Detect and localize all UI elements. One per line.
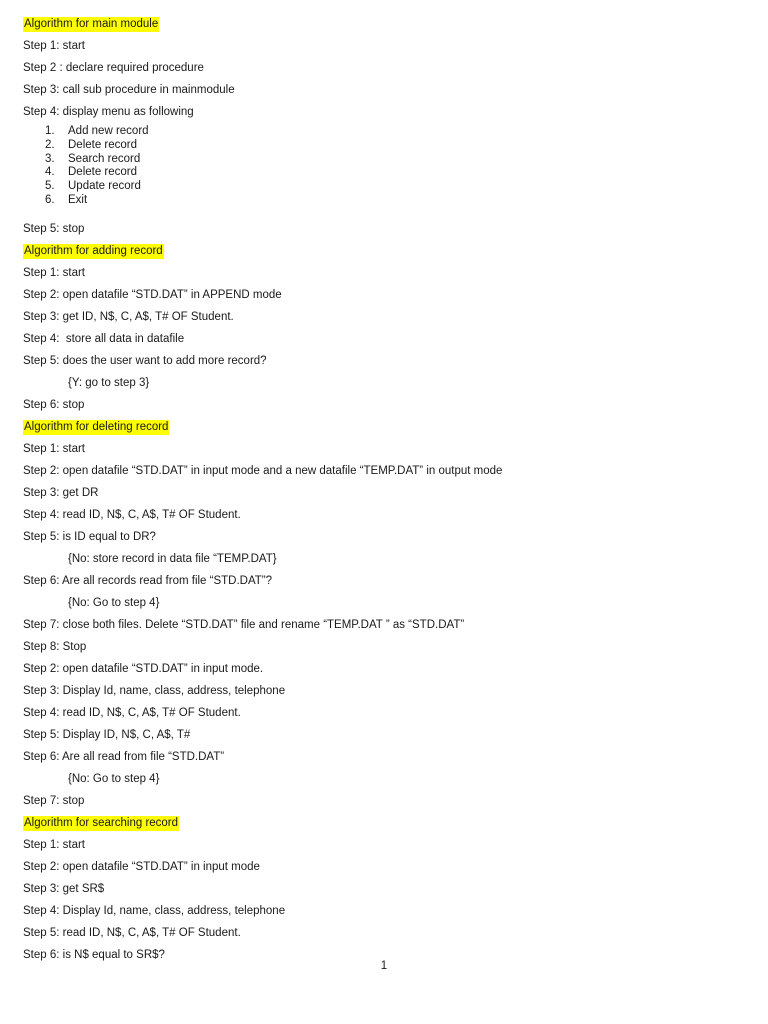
step-line: Step 7: stop bbox=[23, 795, 85, 807]
step-line: Step 3: call sub procedure in mainmodule bbox=[23, 84, 235, 96]
list-item-number: 3. bbox=[45, 152, 55, 165]
step-line: Step 2: open datafile “STD.DAT” in APPEND mode bbox=[23, 289, 282, 301]
menu-list-item bbox=[23, 166, 743, 180]
step-line: Step 4: read ID, N$, C, A$, T# OF Student. bbox=[23, 509, 241, 521]
list-item-text: Exit bbox=[68, 193, 88, 206]
section-heading-line bbox=[23, 17, 743, 39]
step-line: Step 2 : declare required procedure bbox=[23, 62, 204, 74]
step-line: Step 7: close both files. Delete “STD.DAT” file and rename “TEMP.DAT ” as “STD.DAT” bbox=[23, 619, 465, 631]
section-heading: Algorithm for deleting record bbox=[24, 421, 169, 433]
step-line: Step 6: Are all read from file “STD.DAT” bbox=[23, 751, 225, 763]
section-heading-line bbox=[23, 244, 743, 266]
list-item-number: 2. bbox=[45, 138, 55, 151]
list-item-text: Update record bbox=[68, 180, 141, 193]
menu-list-item bbox=[23, 139, 743, 153]
step-line: Step 6: is N$ equal to SR$? bbox=[23, 949, 165, 961]
list-item-number: 5. bbox=[45, 180, 55, 193]
menu-list-item bbox=[23, 125, 743, 139]
section-heading-line bbox=[23, 420, 743, 442]
section-heading: Algorithm for searching record bbox=[24, 817, 179, 829]
step-note: {No: store record in data file “TEMP.DAT} bbox=[68, 553, 277, 565]
list-item-text: Delete record bbox=[68, 138, 138, 151]
algorithm-section bbox=[23, 17, 743, 244]
step-line: Step 5: read ID, N$, C, A$, T# OF Student. bbox=[23, 927, 241, 939]
step-line: Step 6: stop bbox=[23, 399, 85, 411]
list-item-text: Delete record bbox=[68, 166, 138, 179]
step-line: Step 4: read ID, N$, C, A$, T# OF Student. bbox=[23, 707, 241, 719]
step-line: Step 8: Stop bbox=[23, 641, 87, 653]
step-note: {Y: go to step 3} bbox=[68, 377, 150, 389]
step-note: {No: Go to step 4} bbox=[68, 773, 160, 785]
step-line: Step 2: open datafile “STD.DAT” in input mode bbox=[23, 861, 260, 873]
step-line: Step 2: open datafile “STD.DAT” in input mode and a new datafile “TEMP.DAT” in output mode bbox=[23, 465, 503, 477]
list-item-number: 4. bbox=[45, 166, 55, 179]
step-line: Step 3: Display Id, name, class, address, telephone bbox=[23, 685, 286, 697]
algorithm-section bbox=[23, 420, 743, 816]
list-item-text: Add new record bbox=[68, 125, 149, 137]
page-number: 1 bbox=[380, 960, 388, 972]
step-line: Step 5: stop bbox=[23, 223, 85, 235]
step-line: Step 3: get DR bbox=[23, 487, 99, 499]
step-line: Step 2: open datafile “STD.DAT” in input mode. bbox=[23, 663, 264, 675]
step-line: Step 4: Display Id, name, class, address, telephone bbox=[23, 905, 286, 917]
menu-list bbox=[23, 125, 743, 222]
step-line: Step 1: start bbox=[23, 267, 86, 279]
list-item-text: Search record bbox=[68, 152, 141, 165]
step-line: Step 5: is ID equal to DR? bbox=[23, 531, 156, 543]
list-item-number: 6. bbox=[45, 193, 55, 206]
step-line: Step 5: does the user want to add more record? bbox=[23, 355, 267, 367]
algorithm-section bbox=[23, 244, 743, 420]
step-line: Step 1: start bbox=[23, 40, 86, 52]
document-body bbox=[23, 17, 743, 970]
algorithm-section bbox=[23, 816, 743, 970]
section-heading: Algorithm for adding record bbox=[24, 245, 163, 257]
step-line: Step 5: Display ID, N$, C, A$, T# bbox=[23, 729, 191, 741]
step-line: Step 6: Are all records read from file “STD.DAT”? bbox=[23, 575, 273, 587]
section-heading-line bbox=[23, 816, 743, 838]
section-heading: Algorithm for main module bbox=[24, 18, 159, 30]
list-item-number: 1. bbox=[45, 125, 55, 137]
step-line: Step 4: display menu as following bbox=[23, 106, 194, 118]
step-line: Step 1: start bbox=[23, 443, 86, 455]
step-line: Step 4: store all data in datafile bbox=[23, 333, 185, 345]
menu-list-item bbox=[23, 180, 743, 194]
step-line: Step 1: start bbox=[23, 839, 86, 851]
menu-list-item bbox=[23, 194, 743, 208]
menu-list-item bbox=[23, 153, 743, 167]
step-note: {No: Go to step 4} bbox=[68, 597, 160, 609]
step-line: Step 3: get SR$ bbox=[23, 883, 105, 895]
step-line: Step 3: get ID, N$, C, A$, T# OF Student. bbox=[23, 311, 234, 323]
